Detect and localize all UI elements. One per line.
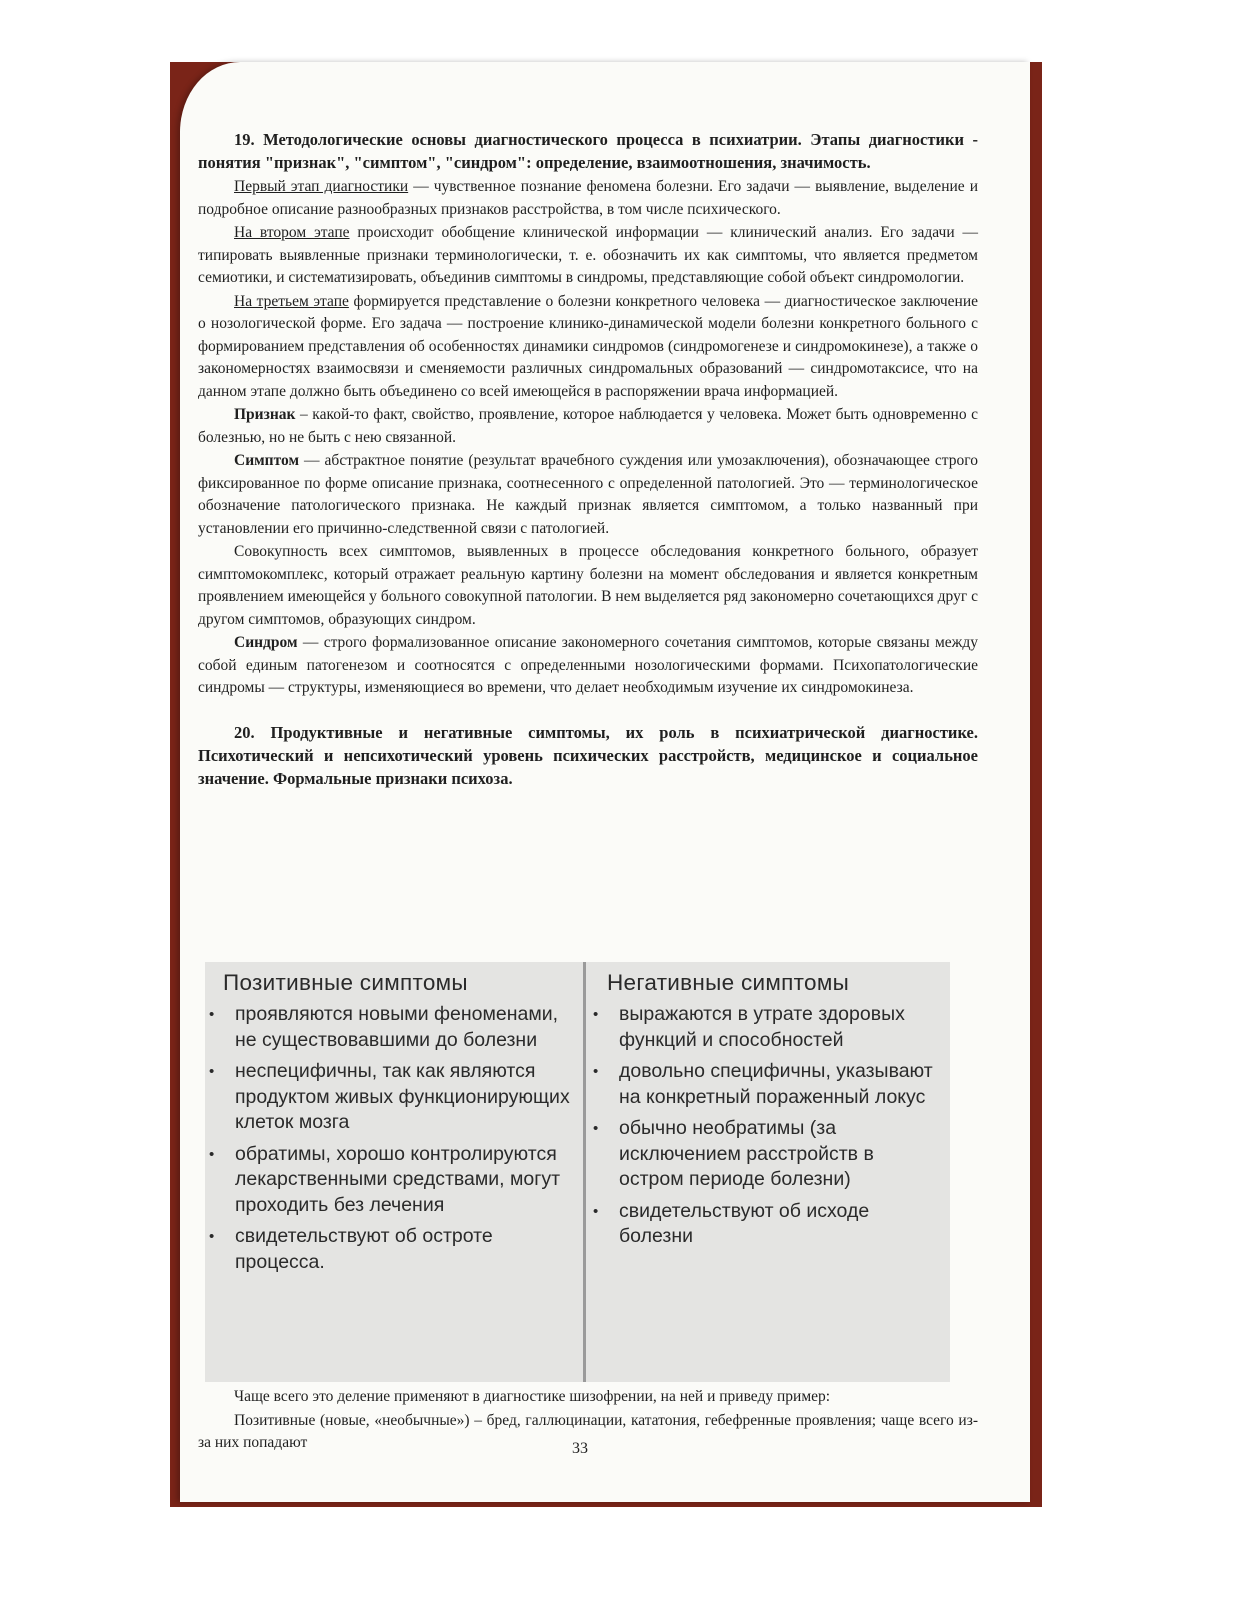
list-item-text: свидетельствуют об исходе болезни	[619, 1199, 870, 1247]
symptom-text: — абстрактное понятие (результат врачебного суждения или умозаключения), обозначающее строго фиксированное по форме описание признака, соотнесенного с определенной патологией. Это — терминологическое обозначение патологического признака. Не каждый признак является симптомом, а только названный при установлении его причинно-следственной связи с патологией.	[198, 452, 978, 537]
bullet-icon: •	[593, 1006, 599, 1023]
stage-3-paragraph	[198, 291, 978, 404]
list-item	[209, 1224, 573, 1275]
symptom-term: Симптом	[234, 452, 300, 469]
list-item-text: свидетельствуют об остроте процесса.	[235, 1225, 493, 1273]
bullet-icon: •	[209, 1228, 215, 1245]
list-item-text: обычно необратимы (за исключением расстройств в остром периоде болезни)	[619, 1117, 874, 1190]
section-19-heading: 19. Методологические основы диагностического процесса в психиатрии. Этапы диагностики - понятия "признак", "симптом", "синдром": определение, взаимоотношения, значимость.	[198, 130, 978, 172]
stage-3-text: формируется представление о болезни конкретного человека — диагностическое заключение о нозологической форме. Его задача — построение клинико-динамической модели болезни конкретного больного с формированием представления об особенностях динамики синдромов (синдромогенезе и синдромокинезе), а также о закономерностях взаимосвязи и сменяемости различных синдромальных образований — синдромотаксисе, что на данном этапе должно быть объединено со всей имеющейся в распоряжении врача информацией.	[198, 292, 978, 400]
closing-line-2: Позитивные (новые, «необычные») – бред, галлюцинации, кататония, гебефренные проявления; чаще всего из-за них попадают	[198, 1411, 978, 1451]
list-item-text: довольно специфичны, указывают на конкретный пораженный локус	[619, 1060, 933, 1108]
list-item	[209, 1002, 573, 1053]
bullet-icon: •	[593, 1202, 599, 1220]
negative-symptoms-title: Негативные симптомы	[607, 970, 850, 995]
bullet-icon: •	[593, 1063, 599, 1080]
negative-symptoms-column	[589, 962, 950, 1382]
symptom-definition	[198, 450, 978, 540]
bullet-icon: •	[209, 1145, 215, 1163]
syndrome-definition	[198, 632, 978, 700]
section-20-heading: 20. Продуктивные и негативные симптомы, их роль в психиатрической диагностике. Психотический и непсихотический уровень психических расстройств, медицинское и социальное значение. Формальные признаки психоза.	[198, 722, 978, 788]
symptom-complex-paragraph: Совокупность всех симптомов, выявленных в процессе обследования конкретного больного, образует симптомокомплекс, который отражает реальную картину болезни на момент обследования и является конкретным проявлением имеющейся у больного совокупной патологии. В нем выделяется ряд закономерно сочетающихся друг с другом симптомов, образующих синдром.	[198, 543, 978, 628]
stage-1-text: — чувственное познание феномена болезни. Его задачи — выявление, выделение и подробное описание разнообразных признаков расстройства, в том числе психического.	[198, 178, 978, 218]
list-item	[209, 1059, 573, 1136]
list-item-text: выражаются в утрате здоровых функций и способностей	[619, 1003, 905, 1051]
list-item	[593, 1059, 940, 1110]
stage-1-paragraph	[198, 176, 978, 221]
closing-line-1: Чаще всего это деление применяют в диагностике шизофрении, на ней и приведу пример:	[234, 1388, 831, 1405]
section-spacer	[198, 701, 978, 721]
sign-definition	[198, 404, 978, 449]
positive-symptoms-list	[205, 1002, 583, 1275]
list-item	[593, 1199, 940, 1250]
bullet-icon: •	[593, 1120, 599, 1137]
list-item	[593, 1002, 940, 1053]
book-page	[180, 62, 1030, 1502]
list-item-text: неспецифичны, так как являются продуктом живых функционирующих клеток мозга	[235, 1060, 570, 1133]
syndrome-text: — строго формализованное описание закономерного сочетания симптомов, которые связаны между собой единым патогенезом и соотносятся с определенными нозологическими формами. Психопатологические синдромы — структуры, изменяющиеся во времени, что делает необходимым изучение их синдромокинеза.	[198, 634, 978, 696]
positive-symptoms-title: Позитивные симптомы	[223, 970, 468, 995]
list-item-text: проявляются новыми феноменами, не существовавшими до болезни	[235, 1003, 559, 1051]
stage-3-label: На третьем этапе	[234, 292, 349, 310]
stage-2-text: происходит обобщение клинической информации — клинический анализ. Его задачи — типировать выявленные признаки терминологически, т. е. обозначить их как симптомы, что является предметом семиотики, и систематизировать, объединив симптомы в синдромы, представляющие собой объект синдромологии.	[198, 224, 978, 286]
sign-text: – какой-то факт, свойство, проявление, которое наблюдается у человека. Может быть одновременно с болезнью, но не быть с нею связанной.	[198, 406, 978, 446]
bullet-icon: •	[209, 1063, 215, 1080]
symptoms-comparison-table	[205, 962, 950, 1382]
stage-2-paragraph	[198, 222, 978, 290]
list-item-text: обратимы, хорошо контролируются лекарственными средствами, могут проходить без лечения	[235, 1142, 561, 1216]
syndrome-term: Синдром	[234, 634, 298, 651]
column-divider	[583, 962, 586, 1382]
list-item	[593, 1116, 940, 1193]
page-text	[198, 128, 978, 792]
sign-term: Признак	[234, 406, 296, 423]
stage-2-label: На втором этапе	[234, 224, 350, 241]
page-number: 33	[572, 1440, 588, 1457]
stage-1-label: Первый этап диагностики	[234, 178, 409, 195]
bullet-icon: •	[209, 1006, 215, 1023]
positive-symptoms-column	[205, 962, 583, 1382]
list-item	[209, 1142, 573, 1219]
negative-symptoms-list	[589, 1002, 950, 1250]
